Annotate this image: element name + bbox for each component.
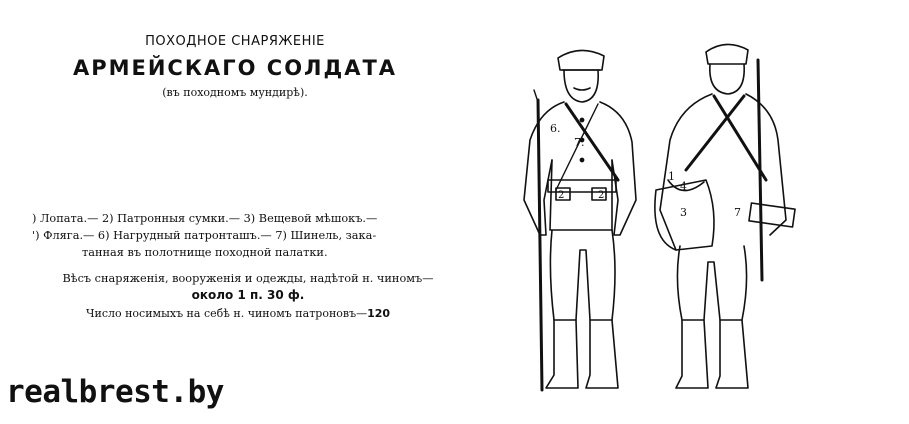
equipment-line-3: танная въ полотнище походной палатки.	[82, 246, 328, 259]
soldier-front-figure	[524, 50, 636, 390]
equipment-line-2: ') Фляга.— 6) Нагрудный патронташъ.— 7) Шинель, зака-	[32, 229, 377, 242]
cartridge-text: Число носимыхъ на себѣ н. чиномъ патроновъ—	[86, 307, 368, 320]
label-front-6: 6.	[550, 122, 561, 135]
label-back-7: 7	[734, 206, 741, 219]
label-back-1: 1	[668, 170, 675, 183]
cartridge-count: 120	[367, 307, 391, 320]
soldier-back-figure	[655, 44, 795, 388]
label-back-3: 3	[680, 206, 687, 219]
heading-line-1: ПОХОДНОЕ СНАРЯЖЕНIЕ	[145, 34, 325, 49]
equipment-line-1: ) Лопата.— 2) Патронныя сумки.— 3) Вещевой мѣшокъ.—	[32, 212, 378, 225]
label-front-2a: 2	[558, 190, 565, 201]
heading-title: АРМЕЙСКАГО СОЛДАТА	[72, 56, 398, 80]
weight-line-1: Вѣсъ снаряженія, вооруженія и одежды, надѣтой н. чиномъ—	[62, 272, 434, 285]
weight-note	[58, 270, 438, 304]
watermark-text: realbrest.by	[6, 374, 224, 410]
heading-subtitle: (въ походномъ мундирѣ).	[162, 86, 308, 99]
cartridge-note	[86, 307, 466, 320]
equipment-list	[32, 210, 462, 261]
label-back-4: 4	[680, 180, 687, 193]
weight-line-2: около 1 п. 30 ф.	[191, 288, 305, 302]
label-front-7: 7.	[574, 136, 585, 149]
label-front-2b: 2	[598, 190, 605, 201]
soldier-illustration	[500, 30, 900, 400]
